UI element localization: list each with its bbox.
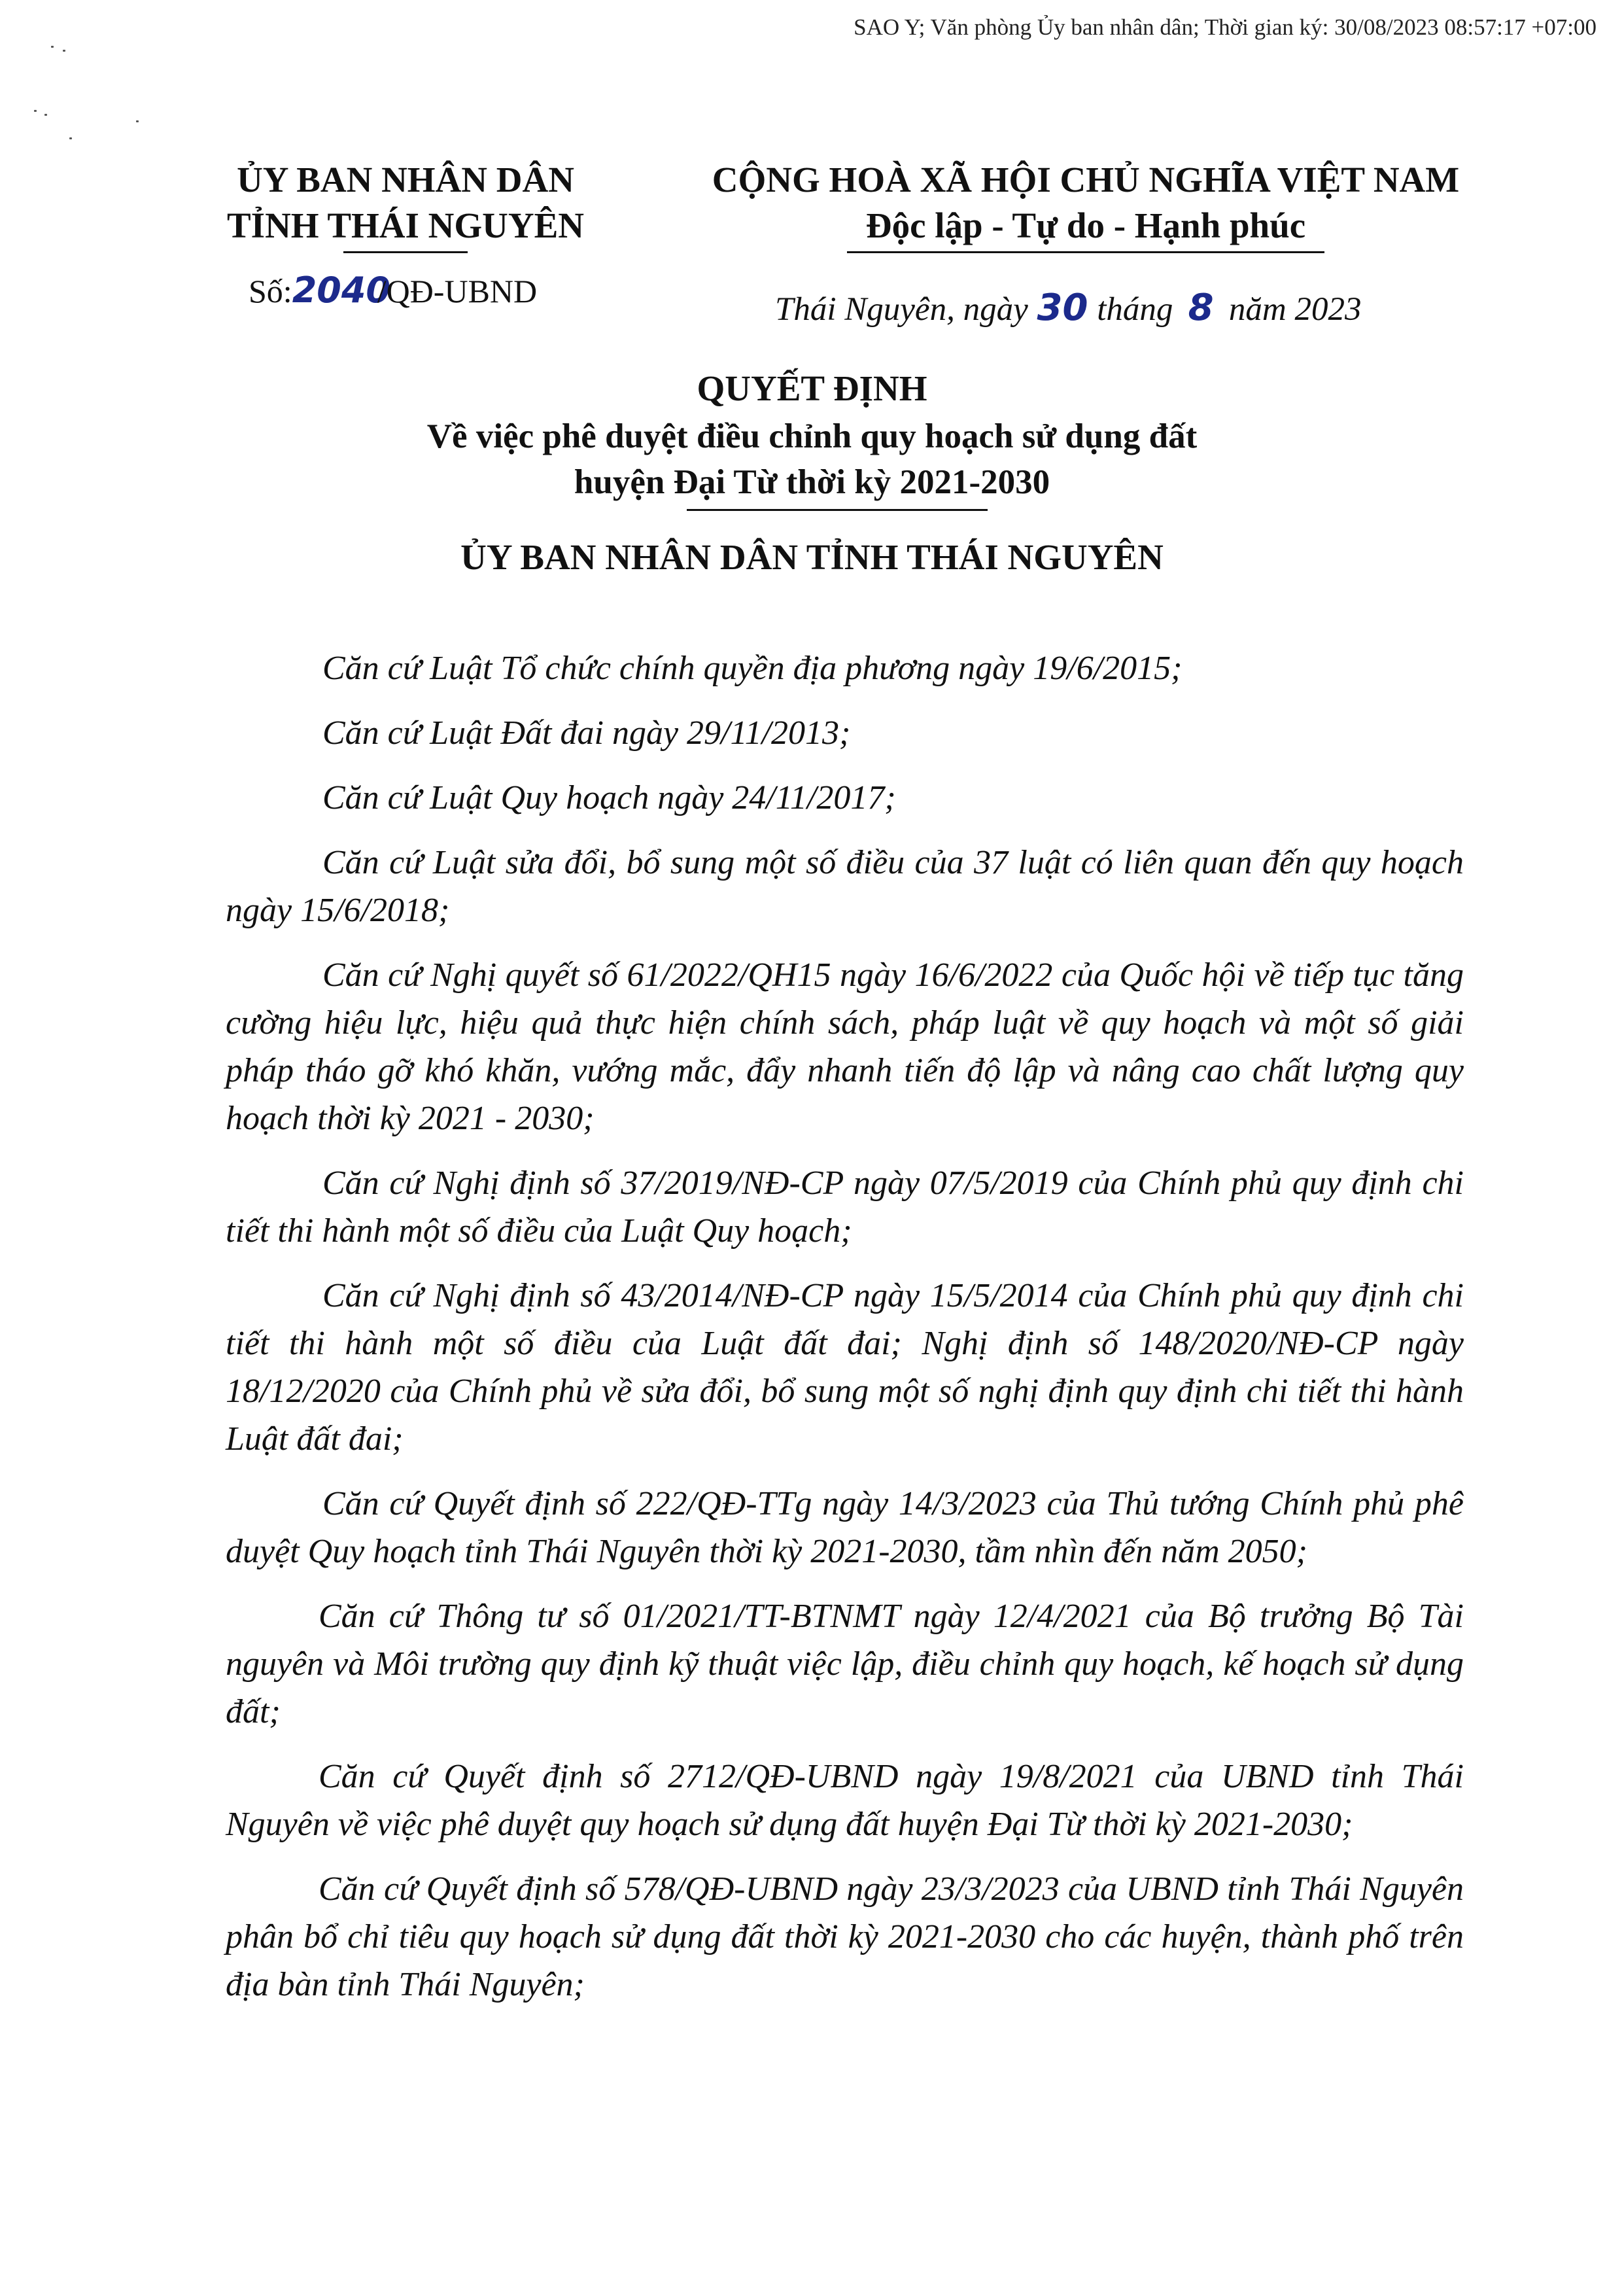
agency-line-1: ỦY BAN NHÂN DÂN [237,160,574,200]
scan-speck [34,110,37,112]
issuing-agency-header [157,157,654,253]
document-number [249,270,537,311]
scan-speck [44,114,47,116]
handwritten-day: 30 [1037,287,1088,329]
legal-basis-paragraph: Căn cứ Luật Tổ chức chính quyền địa phương ngày 19/6/2015; [322,650,1183,687]
legal-basis-paragraph: Căn cứ Luật Đất đai ngày 29/11/2013; [322,714,851,752]
legal-basis-paragraph: Căn cứ Nghị định số 43/2014/NĐ-CP ngày 15/5/2014 của Chính phủ quy định chi tiết thi hành một số điều của Luật đất đai; Nghị định số 148/2020/NĐ-CP ngày 18/12/2020 của Chính phủ về sửa đổi, bổ sung một số nghị định quy định chi tiết thi hành Luật đất đai; [226,1277,1464,1458]
place-prefix: Thái Nguyên, ngày [775,291,1028,328]
legal-basis-paragraph: Căn cứ Quyết định số 578/QĐ-UBND ngày 23/3/2023 của UBND tỉnh Thái Nguyên phân bổ chỉ tiêu quy hoạch sử dụng đất thời kỳ 2021-2030 cho các huyện, thành phố trên địa bàn tỉnh Thái Nguyên; [226,1870,1464,2003]
motto: Độc lập - Tự do - Hạnh phúc [865,205,1306,245]
date-place-line [775,287,1361,329]
issuer-heading: ỦY BAN NHÂN DÂN TỈNH THÁI NGUYÊN [460,537,1164,577]
scan-speck [51,46,54,48]
scan-speck [63,50,65,52]
legal-basis-paragraph: Căn cứ Nghị quyết số 61/2022/QH15 ngày 16/6/2022 của Quốc hội về tiếp tục tăng cường hiệu lực, hiệu quả thực hiện chính sách, pháp luật về quy hoạch và một số giải pháp tháo gỡ khó khăn, vướng mắc, đẩy nhanh tiến độ lập và nâng cao chất lượng quy hoạch thời kỳ 2021 - 2030; [226,956,1464,1137]
scan-speck [69,137,72,139]
year-text: năm 2023 [1228,291,1362,328]
subject-line-2: huyện Đại Từ thời kỳ 2021-2030 [574,463,1050,501]
legal-basis-paragraph: Căn cứ Luật Quy hoạch ngày 24/11/2017; [322,779,896,816]
legal-basis-paragraph: Căn cứ Quyết định số 2712/QĐ-UBND ngày 19/8/2021 của UBND tỉnh Thái Nguyên về việc phê duyệt quy hoạch sử dụng đất huyện Đại Từ thời kỳ 2021-2030; [226,1758,1464,1843]
number-suffix: /QĐ-UBND [377,273,538,309]
scan-speck [136,120,139,122]
legal-basis-paragraph: Căn cứ Quyết định số 222/QĐ-TTg ngày 14/3/2023 của Thủ tướng Chính phủ phê duyệt Quy hoạch tỉnh Thái Nguyên thời kỳ 2021-2030, tầm nhìn đến năm 2050; [226,1485,1464,1570]
country-name: CỘNG HOÀ XÃ HỘI CHỦ NGHĨA VIỆT NAM [712,160,1460,200]
handwritten-month: 8 [1188,287,1214,329]
legal-basis-paragraph: Căn cứ Nghị định số 37/2019/NĐ-CP ngày 07/5/2019 của Chính phủ quy định chi tiết thi hành một số điều của Luật Quy hoạch; [226,1165,1464,1250]
subject-line-1: Về việc phê duyệt điều chỉnh quy hoạch sử dụng đất [426,417,1198,455]
decision-subject [0,413,1624,505]
title-underline [687,509,988,511]
national-motto-header [634,157,1537,253]
motto-underline [847,251,1324,253]
legal-basis-paragraph: Căn cứ Thông tư số 01/2021/TT-BTNMT ngày 12/4/2021 của Bộ trưởng Bộ Tài nguyên và Môi trường quy định kỹ thuật việc lập, điều chỉnh quy hoạch, kế hoạch sử dụng đất; [226,1598,1464,1730]
agency-line-2: TỈNH THÁI NGUYÊN [226,205,585,245]
agency-underline [343,251,468,253]
number-prefix: Số: [249,273,292,309]
legal-bases [226,644,1464,2025]
handwritten-number: 2040 [292,270,390,311]
decision-title: QUYẾT ĐỊNH [697,368,927,408]
legal-basis-paragraph: Căn cứ Luật sửa đổi, bổ sung một số điều của 37 luật có liên quan đến quy hoạch ngày 15/6/2018; [226,844,1464,929]
month-word: tháng [1097,291,1173,328]
digital-signature-stamp: SAO Y; Văn phòng Ủy ban nhân dân; Thời gian ký: 30/08/2023 08:57:17 +07:00 [854,14,1597,40]
